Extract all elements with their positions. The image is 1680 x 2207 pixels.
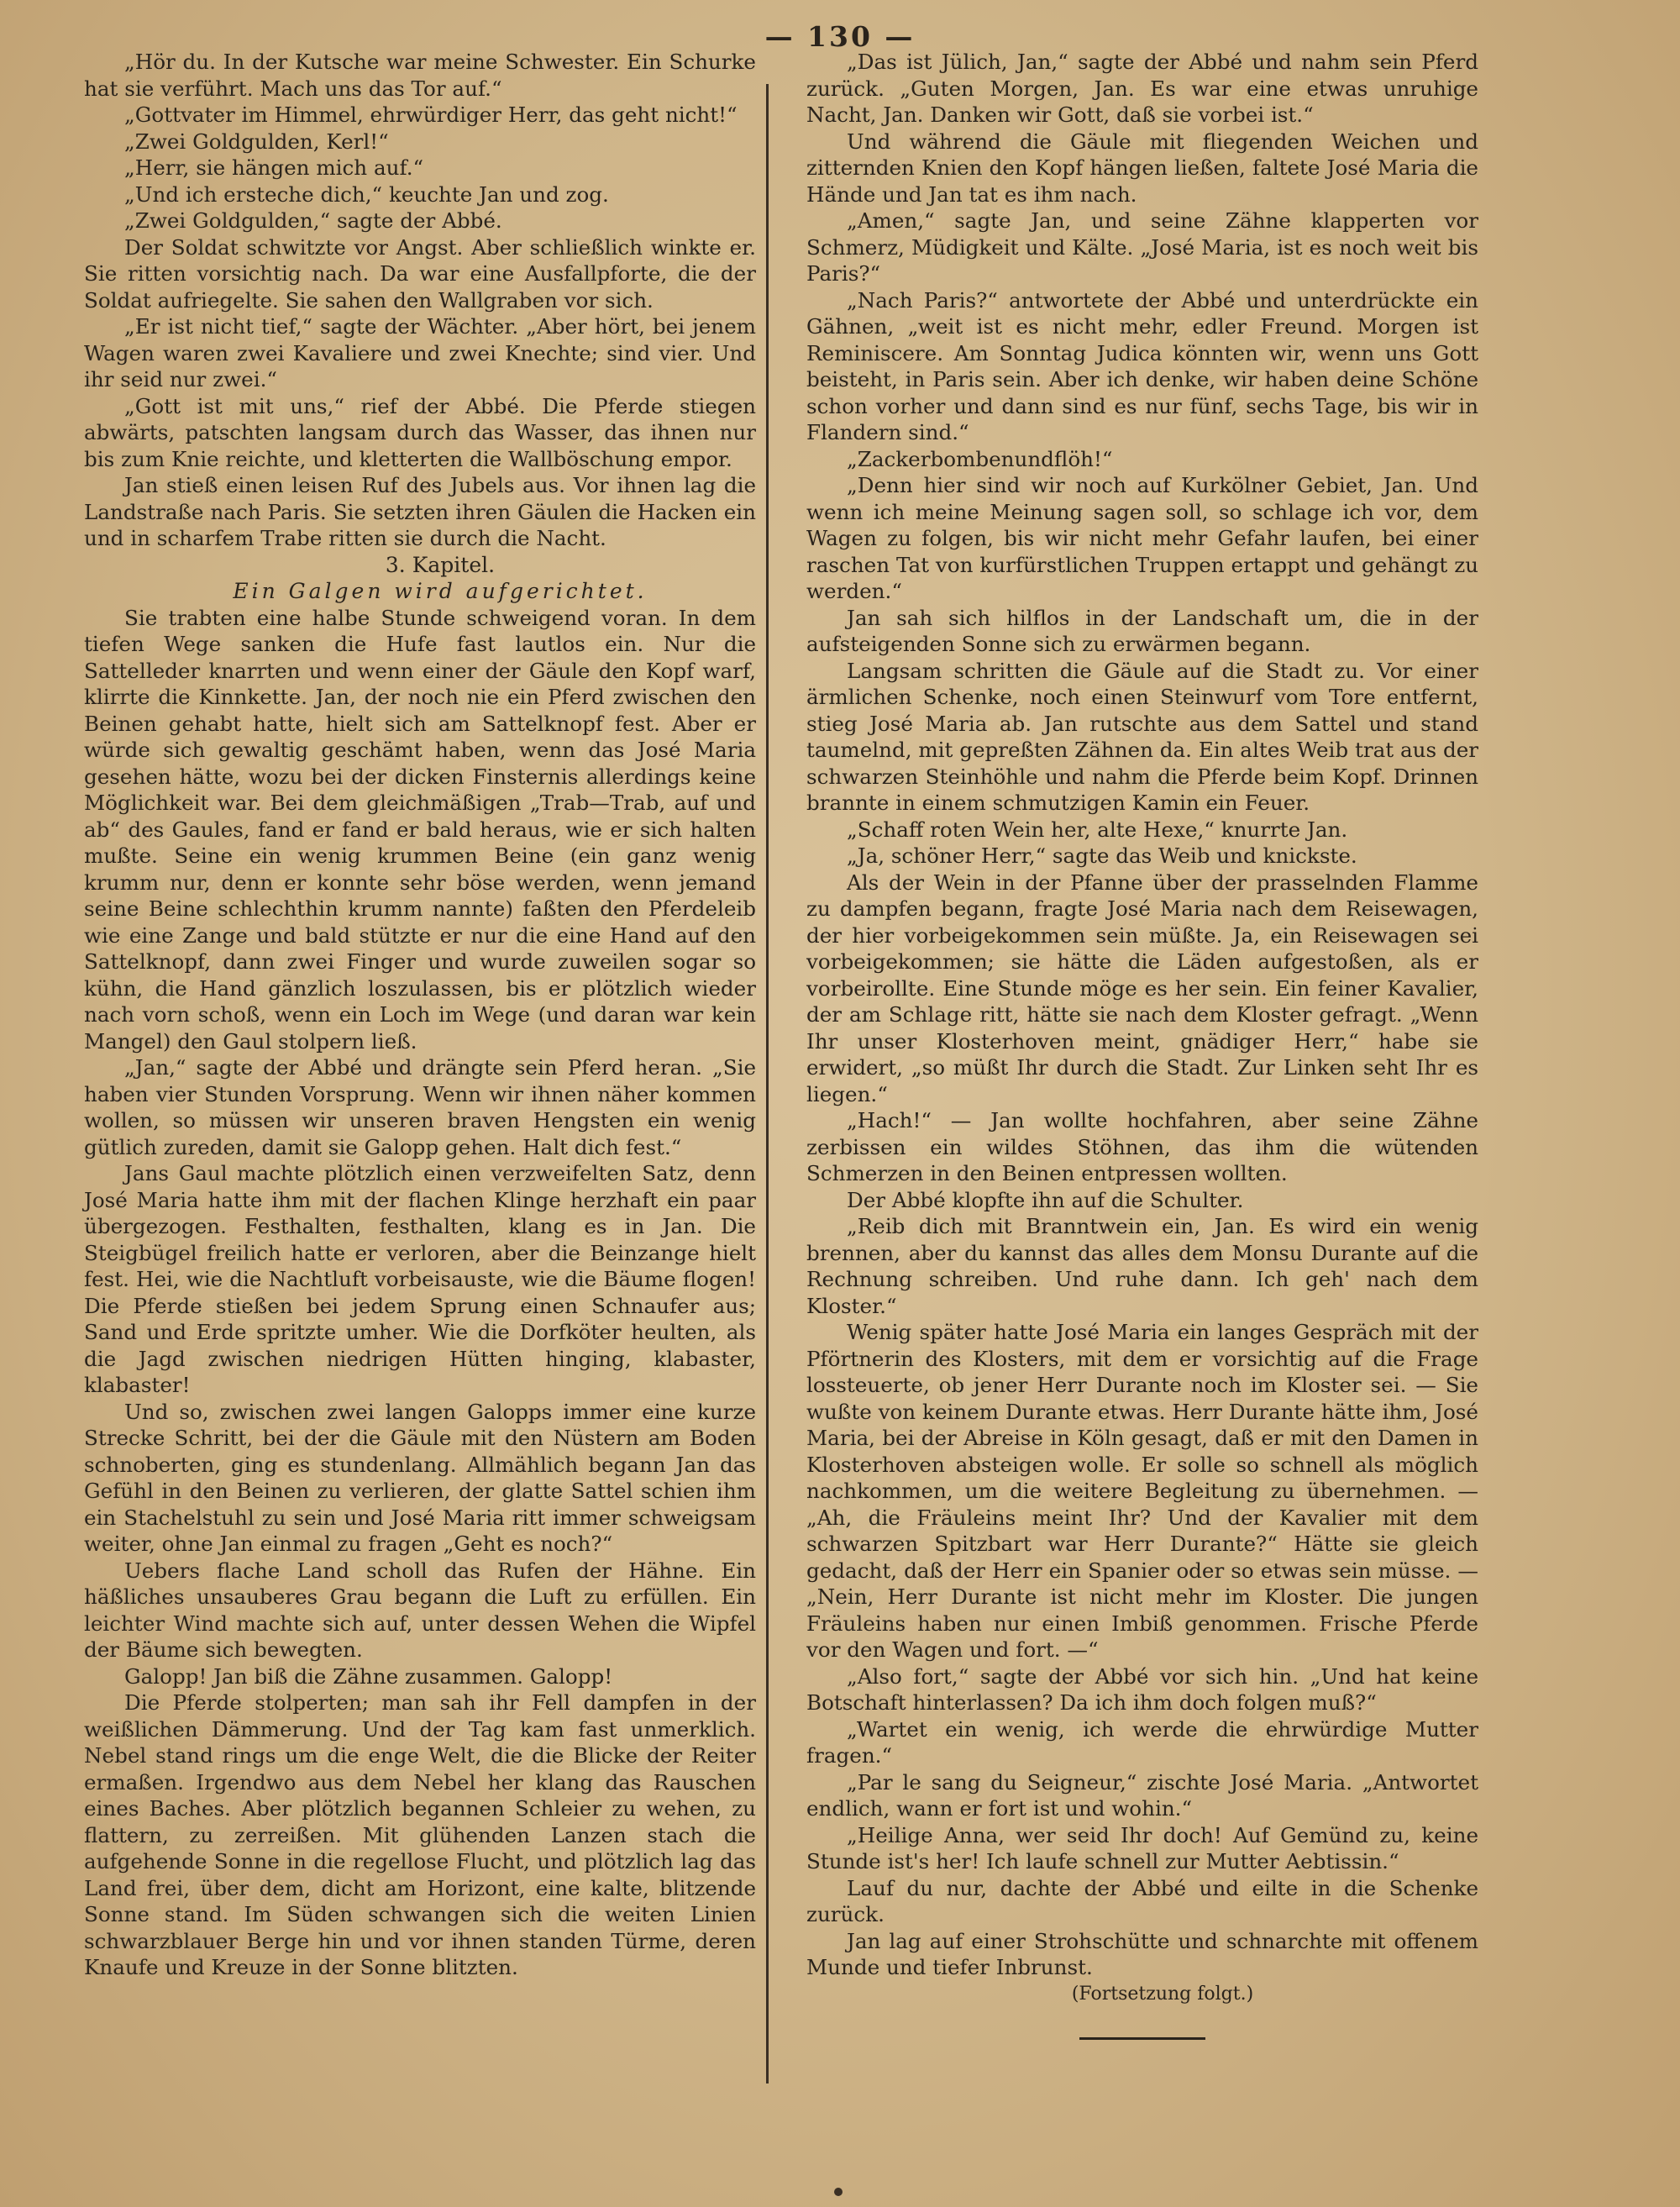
paragraph: Lauf du nur, dachte der Abbé und eilte in die Schenke zurück. <box>806 1875 1478 1926</box>
paragraph: Und während die Gäule mit fliegenden Weichen und zitternden Knien den Kopf hängen ließen, faltete José Maria die Hände und Jan tat es ihm nach. <box>806 129 1478 207</box>
paragraph: „Jan,“ sagte der Abbé und drängte sein Pferd heran. „Sie haben vier Stunden Vorsprung. Wenn wir ihnen näher kommen wollen, so müssen wir unseren braven Hengsten ein wenig gütlich zureden, damit sie Galopp gehen. Halt dich fest.“ <box>84 1055 756 1159</box>
paragraph: Der Abbé klopfte ihn auf die Schulter. <box>847 1187 1244 1212</box>
right-column <box>806 49 1478 2040</box>
left-column <box>84 49 756 1981</box>
paragraph: „Wartet ein wenig, ich werde die ehrwürdige Mutter fragen.“ <box>806 1716 1478 1768</box>
paragraph: Und so, zwischen zwei langen Galopps immer eine kurze Strecke Schritt, bei der die Gäule mit den Nüstern am Boden schnoberten, ging es stundenlang. Allmählich begann Jan das Gefühl in den Beinen zu verlieren, der glatte Sattel schien ihm ein Stachelstuhl zu sein und José Maria ritt immer schweigsam weiter, ohne Jan einmal zu fragen „Geht es noch?“ <box>84 1399 756 1556</box>
paragraph: Galopp! Jan biß die Zähne zusammen. Galopp! <box>124 1663 613 1689</box>
chapter-title: Ein Galgen wird aufgerichtet. <box>233 579 648 603</box>
paragraph: Jan stieß einen leisen Ruf des Jubels aus. Vor ihnen lag die Landstraße nach Paris. Sie setzten ihren Gäulen die Hacken ein und in scharfem Trabe ritten sie durch die Nacht. <box>84 473 756 550</box>
paragraph: „Hör du. In der Kutsche war meine Schwester. Ein Schurke hat sie verführt. Mach uns das Tor auf.“ <box>84 50 756 101</box>
paragraph: „Also fort,“ sagte der Abbé vor sich hin. „Und hat keine Botschaft hinterlassen? Da ich ihm doch folgen muß?“ <box>806 1663 1478 1715</box>
paragraph: „Gott ist mit uns,“ rief der Abbé. Die Pferde stiegen abwärts, patschten langsam durch das Wasser, das ihnen nur bis zum Knie reichte, und kletterten die Wallböschung empor. <box>84 393 756 471</box>
paragraph: „Hach!“ — Jan wollte hochfahren, aber seine Zähne zerbissen ein wildes Stöhnen, das ihm die wütenden Schmerzen in den Beinen entpressen wollten. <box>806 1108 1478 1185</box>
paragraph: Sie trabten eine halbe Stunde schweigend voran. In dem tiefen Wege sanken die Hufe fast lautlos ein. Nur die Sattelleder knarrten und wenn einer der Gäule den Kopf warf, klirrte die Kinnkette. Jan, der noch nie ein Pferd zwischen den Beinen gehabt hatte, hielt sich am Sattelknopf fest. Aber er würde sich gewaltig geschämt haben, wenn das José Maria gesehen hätte, wozu bei der dicken Finsternis allerdings keine Möglichkeit war. Bei dem gleichmäßigen „Trab—Trab, auf und ab“ des Gaules, fand er fand er bald heraus, wie er sich halten mußte. Seine ein wenig krummen Beine (ein ganz wenig krumm nur, denn er konnte sehr böse werden, wenn jemand seine Beine schlechthin krumm nannte) faßten den Pferdeleib wie eine Zange und bald stützte er nur die eine Hand auf den Sattelknopf, dann zwei Finger und wurde zuweilen sogar so kühn, die Hand gänzlich loszulassen, bis er plötzlich wieder nach vorn schoß, wenn ein Loch im Wege (und daran war kein Mangel) den Gaul stolpern ließ. <box>84 605 756 1054</box>
paragraph: Langsam schritten die Gäule auf die Stadt zu. Vor einer ärmlichen Schenke, noch einen Steinwurf vom Tore entfernt, stieg José Maria ab. Jan rutschte aus dem Sattel und stand taumelnd, mit gepreßten Zähnen da. Ein altes Weib trat aus der schwarzen Steinhöhle und nahm die Pferde beim Kopf. Drinnen brannte in einem schmutzigen Kamin ein Feuer. <box>806 658 1478 815</box>
paragraph: „Denn hier sind wir noch auf Kurkölner Gebiet, Jan. Und wenn ich meine Meinung sagen soll, so schlage ich vor, dem Wagen zu folgen, bis wir nicht mehr Gefahr laufen, bei einer raschen Tat von kurfürstlichen Truppen ertappt und gehängt zu werden.“ <box>806 473 1478 603</box>
paragraph: „Amen,“ sagte Jan, und seine Zähne klapperten vor Schmerz, Müdigkeit und Kälte. „José Maria, ist es noch weit bis Paris?“ <box>806 208 1478 286</box>
paragraph: „Und ich ersteche dich,“ keuchte Jan und zog. <box>124 181 609 207</box>
paragraph: „Er ist nicht tief,“ sagte der Wächter. „Aber hört, bei jenem Wagen waren zwei Kavaliere und zwei Knechte; sind vier. Und ihr seid nur zwei.“ <box>84 314 756 391</box>
paragraph: „Herr, sie hängen mich auf.“ <box>124 155 424 180</box>
paragraph: „Par le sang du Seigneur,“ zischte José Maria. „Antwortet endlich, wann er fort ist und wohin.“ <box>806 1769 1478 1821</box>
paragraph: „Das ist Jülich, Jan,“ sagte der Abbé und nahm sein Pferd zurück. „Guten Morgen, Jan. Es war eine etwas unruhige Nacht, Jan. Danken wir Gott, daß sie vorbei ist.“ <box>806 50 1478 127</box>
paragraph: „Schaff roten Wein her, alte Hexe,“ knurrte Jan. <box>847 817 1348 842</box>
paragraph: „Gottvater im Himmel, ehrwürdiger Herr, das geht nicht!“ <box>124 102 738 127</box>
paragraph: Jans Gaul machte plötzlich einen verzweifelten Satz, denn José Maria hatte ihm mit der flachen Klinge herzhaft ein paar übergezogen. Festhalten, festhalten, klang es in Jan. Die Steigbügel freilich hatte er verloren, aber die Beinzange hielt fest. Hei, wie die Nachtluft vorbeisauste, wie die Bäume flogen! Die Pferde stießen bei jedem Sprung einen Schnaufer aus; Sand und Erde spritzte umher. Wie die Dorfköter heulten, als die Jagd zwischen niedrigen Hütten hinging, klabaster, klabaster! <box>84 1161 756 1397</box>
paragraph: „Reib dich mit Branntwein ein, Jan. Es wird ein wenig brennen, aber du kannst das alles dem Monsu Durante auf die Rechnung schreiben. Und ruhe dann. Ich geh' nach dem Kloster.“ <box>806 1214 1478 1318</box>
paragraph: „Heilige Anna, wer seid Ihr doch! Auf Gemünd zu, keine Stunde ist's her! Ich laufe schnell zur Mutter Aebtissin.“ <box>806 1822 1478 1873</box>
paragraph: Der Soldat schwitzte vor Angst. Aber schließlich winkte er. Sie ritten vorsichtig nach. Da war eine Ausfallpforte, die der Soldat aufriegelte. Sie sahen den Wallgraben vor sich. <box>84 234 756 313</box>
left-paragraphs-after <box>84 605 756 1981</box>
paragraph: „Zackerbombenundflöh!“ <box>847 446 1113 471</box>
paragraph: Uebers flache Land scholl das Rufen der Hähne. Ein häßliches unsauberes Grau begann die Luft zu erfüllen. Ein leichter Wind machte sich auf, unter dessen Wehen die Wipfel der Bäume sich bewegten. <box>84 1558 756 1662</box>
paragraph: „Ja, schöner Herr,“ sagte das Weib und knickste. <box>847 843 1357 868</box>
paragraph: Jan sah sich hilflos in der Landschaft um, die in der aufsteigenden Sonne sich zu erwärmen begann. <box>806 605 1478 656</box>
chapter-number: 3. Kapitel. <box>385 552 496 577</box>
paragraph: „Nach Paris?“ antwortete der Abbé und unterdrückte ein Gähnen, „weit ist es nicht mehr, edler Freund. Morgen ist Reminiscere. Am Sonntag Judica könnten wir, wenn uns Gott beisteht, in Paris sein. Aber ich denke, wir haben deine Schöne schon vorher und dann sind es nur fünf, sechs Tage, bis wir in Flandern sind.“ <box>806 287 1478 444</box>
paragraph: „Zwei Goldgulden,“ sagte der Abbé. <box>124 208 502 233</box>
paragraph: Die Pferde stolperten; man sah ihr Fell dampfen in der weißlichen Dämmerung. Und der Tag kam fast unmerklich. Nebel stand rings um die enge Welt, die die Blicke der Reiter ermaßen. Irgendwo aus dem Nebel her klang das Rauschen eines Baches. Aber plötzlich begannen Schleier zu wehen, zu flattern, zu zerreißen. Mit glühenden Lanzen stach die aufgehende Sonne in die regellose Flucht, und plötzlich lag das Land frei, über dem, dicht am Horizont, eine kalte, blitzende Sonne stand. Im Süden schwangen sich die weiten Linien schwarzblauer Berge hin und vor ihnen standen Türme, deren Knaufe und Kreuze in der Sonne blitzten. <box>84 1690 756 1979</box>
page-number: — 130 — <box>764 20 916 53</box>
paragraph: „Zwei Goldgulden, Kerl!“ <box>124 129 389 154</box>
column-divider <box>766 84 769 2084</box>
continuation-note: (Fortsetzung folgt.) <box>1071 1983 1254 2005</box>
end-rule <box>1079 2037 1205 2040</box>
paragraph: Wenig später hatte José Maria ein langes Gespräch mit der Pförtnerin des Klosters, mit dem er vorsichtig auf die Frage lossteuerte, ob jener Herr Durante noch im Kloster sei. — Sie wußte von keinem Durante etwas. Herr Durante hätte ihm, José Maria, bei der Abreise in Köln gesagt, daß er mit den Damen in Klosterhoven absteigen wolle. Er solle so schnell als möglich nachkommen, um die weitere Begleitung zu übernehmen. — „Ah, die Fräuleins meint Ihr? Und der Kavalier mit dem schwarzen Spitzbart war Herr Durante?“ Hätte sie gleich gedacht, daß der Herr ein Spanier oder so etwas sein müsse. — „Nein, Herr Durante ist nicht mehr im Kloster. Die jungen Fräuleins haben nur einen Imbiß genommen. Frische Pferde vor den Wagen und fort. —“ <box>806 1320 1478 1662</box>
paragraph: Als der Wein in der Pfanne über der prasselnden Flamme zu dampfen begann, fragte José Maria nach dem Reisewagen, der hier vorbeigekommen sein müßte. Ja, ein Reisewagen sei vorbeigekommen; sie hätte die Läden aufgestoßen, als er vorbeirollte. Eine Stunde möge es her sein. Ein feiner Kavalier, der am Schlage ritt, hätte sie nach dem Kloster gefragt. „Wenn Ihr unser Klosterhoven meint, gnädiger Herr,“ habe sie erwidert, „so müßt Ihr durch die Stadt. Zur Linken seht Ihr es liegen.“ <box>806 870 1478 1106</box>
paragraph: Jan lag auf einer Strohschütte und schnarchte mit offenem Munde und tiefer Inbrunst. <box>806 1928 1478 1979</box>
left-paragraphs-before <box>84 49 756 552</box>
paper-speck <box>834 2188 843 2196</box>
